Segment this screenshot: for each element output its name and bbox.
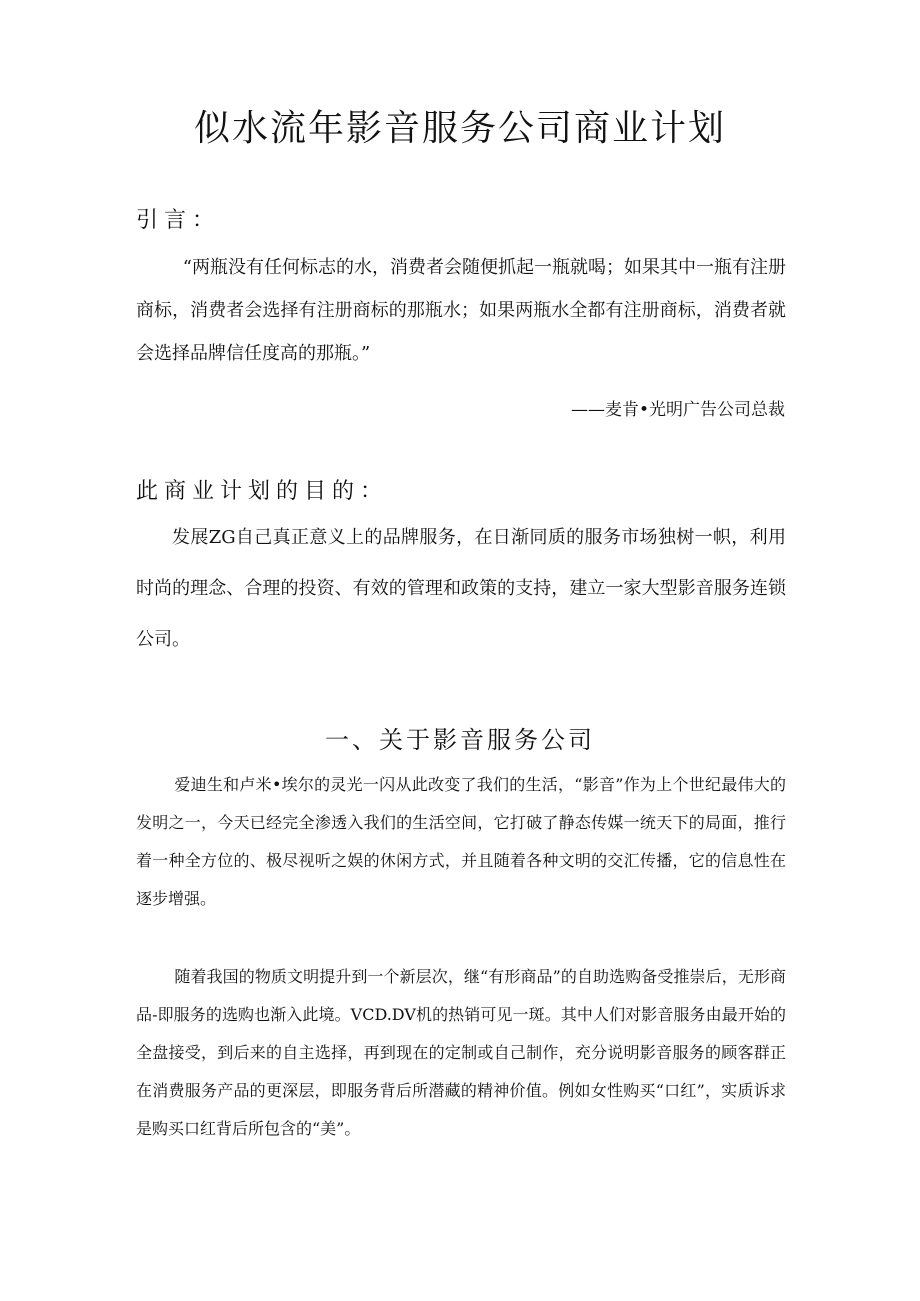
section-1-paragraph-1: 爱迪生和卢米•埃尔的灵光一闪从此改变了我们的生活，“影音”作为上个世纪最伟大的发明之一，今天已经完全渗透入我们的生活空间，它打破了静态传媒一统天下的局面，推行着一种全方位的、极尽视听之娱的休闲方式，并且随着各种文明的交汇传播，它的信息性在逐步增强。 (136, 775, 786, 908)
section-1-paragraph-2: 随着我国的物质文明提升到一个新层次，继“有形商品”的自助选购备受推崇后，无形商品-即服务的选购也渐入此境。VCD.DV机的热销可见一斑。其中人们对影音服务由最开始的全盘接受，到后来的自主选择，再到现在的定制或自己制作，充分说明影音服务的顾客群正在消费服务产品的更深层，即服务背后所潜藏的精神价值。例如女性购买“口红”，实质诉求是购买口红背后所包含的“美”。 (136, 967, 786, 1138)
quote-attribution: ——麦肯•光明广告公司总裁 (570, 400, 785, 420)
intro-quote: “两瓶没有任何标志的水，消费者会随便抓起一瓶就喝；如果其中一瓶有注册商标，消费者会选择有注册商标的那瓶水；如果两瓶水全都有注册商标，消费者就会选择品牌信任度高的那瓶。” (136, 257, 786, 364)
purpose-paragraph: 发展ZG自己真正意义上的品牌服务，在日渐同质的服务市场独树一帜，利用时尚的理念、合理的投资、有效的管理和政策的支持，建立一家大型影音服务连锁公司。 (136, 527, 786, 650)
intro-heading: 引言： (136, 208, 221, 233)
document-title: 似水流年影音服务公司商业计划 (193, 108, 726, 149)
section-1-heading: 一、关于影音服务公司 (325, 726, 595, 754)
purpose-heading: 此商业计划的目的： (136, 479, 389, 504)
